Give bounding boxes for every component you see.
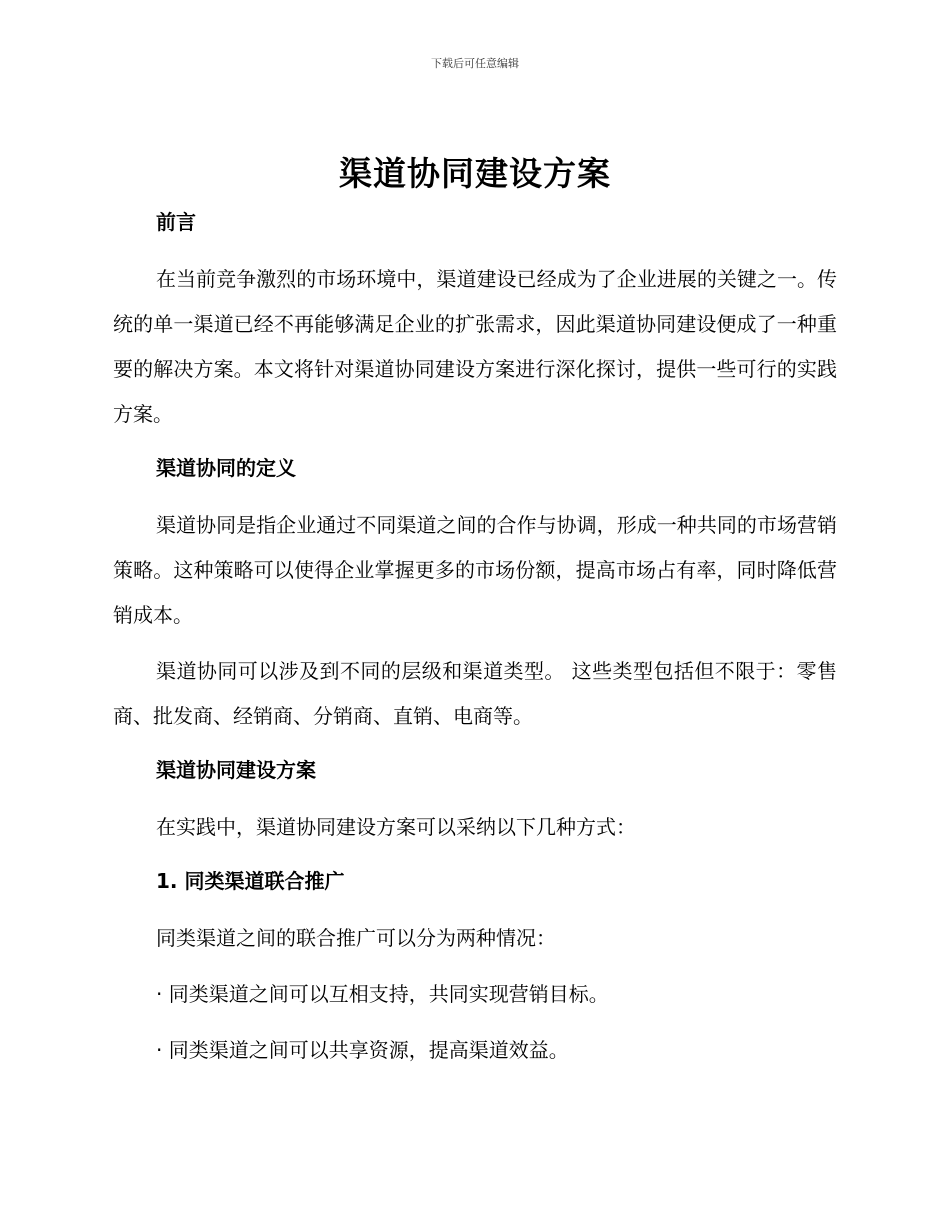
document-title: 渠道协同建设方案 xyxy=(339,154,611,193)
paragraph-preface: 在当前竞争激烈的市场环境中，渠道建设已经成为了企业进展的关键之一。传统的单一渠道已经不再能够满足企业的扩张需求，因此渠道协同建设便成了一种重要的解决方案。本文将针对渠道协同建设方案进行深化探讨，提供一些可行的实践方案。 xyxy=(113,267,837,426)
bullet-item-1: · 同类渠道之间可以互相支持，共同实现营销目标。 xyxy=(156,982,609,1006)
document-body xyxy=(113,202,837,1073)
section-heading-preface: 前言 xyxy=(156,210,196,234)
header-note: 下载后可任意编辑 xyxy=(431,57,519,70)
paragraph-item1-intro: 同类渠道之间的联合推广可以分为两种情况： xyxy=(156,926,556,950)
section-heading-plan: 渠道协同建设方案 xyxy=(156,758,316,782)
paragraph-definition-1: 渠道协同是指企业通过不同渠道之间的合作与协调，形成一种共同的市场营销策略。这种策略可以使得企业掌握更多的市场份额，提高市场占有率，同时降低营销成本。 xyxy=(113,513,837,627)
paragraph-plan-intro: 在实践中，渠道协同建设方案可以采纳以下几种方式： xyxy=(156,815,636,839)
bullet-item-2: · 同类渠道之间可以共享资源，提高渠道效益。 xyxy=(156,1038,569,1062)
subsection-heading-1: 1. 同类渠道联合推广 xyxy=(156,869,345,893)
section-heading-definition: 渠道协同的定义 xyxy=(156,456,296,480)
paragraph-definition-2: 渠道协同可以涉及到不同的层级和渠道类型。 这些类型包括但不限于：零售商、批发商、经销商、分销商、直销、电商等。 xyxy=(113,659,837,728)
